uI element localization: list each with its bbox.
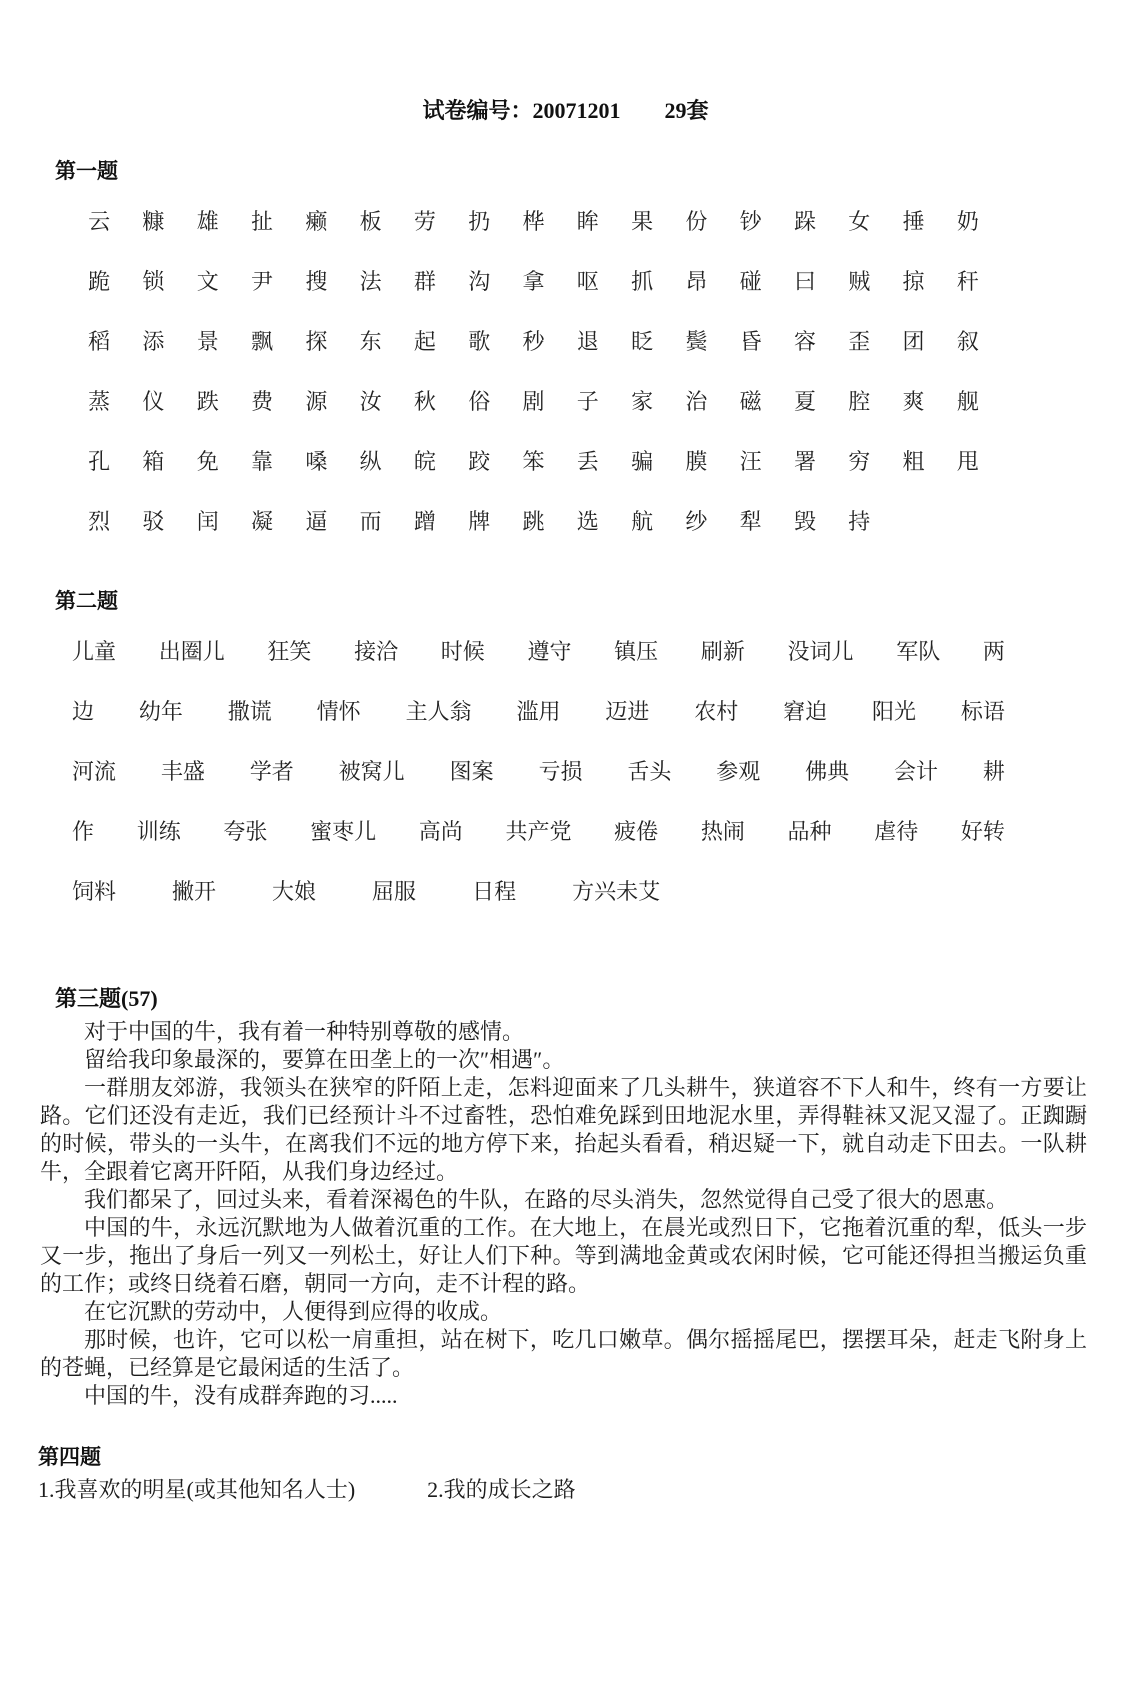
char-row-line [72, 190, 995, 250]
character-cell: 粗 [902, 448, 925, 474]
passage-paragraph: 对于中国的牛，我有着一种特别尊敬的感情。 [84, 1019, 525, 1044]
word-cell: 没词儿 [787, 638, 854, 664]
word-row-line [72, 740, 1005, 800]
character-cell: 容 [793, 328, 816, 354]
word-row-line [72, 860, 1005, 920]
word-cell: 儿童 [72, 638, 117, 664]
word-cell: 主人翁 [405, 698, 472, 724]
character-cell: 剧 [522, 388, 545, 414]
passage-paragraph: 在它沉默的劳动中，人便得到应得的收成。 [84, 1299, 503, 1324]
word-cell: 日程 [472, 878, 517, 904]
character-cell: 云 [88, 208, 111, 234]
word-cell: 两 [982, 638, 1005, 664]
character-cell: 跪 [88, 268, 111, 294]
word-grid [72, 620, 1005, 920]
character-cell: 搜 [305, 268, 328, 294]
word-cell: 幼年 [138, 698, 183, 724]
character-cell: 蹭 [413, 508, 436, 534]
character-cell: 皖 [413, 448, 436, 474]
character-cell: 腔 [848, 388, 871, 414]
character-cell: 文 [196, 268, 219, 294]
passage-paragraph: 留给我印象最深的，要算在田垄上的一次″相遇″。 [84, 1047, 565, 1072]
character-cell: 纵 [359, 448, 382, 474]
character-cell: 牌 [468, 508, 491, 534]
character-cell: 穷 [848, 448, 871, 474]
word-cell: 耕 [982, 758, 1005, 784]
character-cell: 沟 [468, 268, 491, 294]
character-cell: 汝 [359, 388, 382, 414]
word-cell: 时候 [440, 638, 485, 664]
character-cell: 而 [359, 508, 382, 534]
character-cell: 治 [685, 388, 708, 414]
section-2 [0, 588, 1131, 920]
character-cell: 扔 [468, 208, 491, 234]
passage-paragraph: 中国的牛，没有成群奔跑的习..... [84, 1383, 398, 1408]
character-cell: 甩 [956, 448, 979, 474]
page-title: 试卷编号：20071201 29套 [422, 98, 709, 123]
character-cell: 抓 [631, 268, 654, 294]
character-cell: 飘 [251, 328, 274, 354]
char-row-line [72, 370, 995, 430]
character-cell: 东 [359, 328, 382, 354]
character-cell: 叙 [956, 328, 979, 354]
character-cell: 昏 [739, 328, 762, 354]
character-cell: 劳 [413, 208, 436, 234]
word-cell: 高尚 [418, 818, 463, 844]
char-row-line [72, 490, 995, 550]
character-cell: 源 [305, 388, 328, 414]
word-cell: 撒谎 [227, 698, 272, 724]
section3-heading: 第三题(57) [55, 986, 158, 1011]
character-cell: 舰 [956, 388, 979, 414]
word-cell: 刷新 [700, 638, 745, 664]
word-cell: 饲料 [72, 878, 117, 904]
character-cell: 桦 [522, 208, 545, 234]
word-cell: 镇压 [614, 638, 659, 664]
word-cell: 虐待 [874, 818, 919, 844]
character-cell: 份 [685, 208, 708, 234]
word-cell: 作 [72, 818, 95, 844]
character-cell: 贼 [848, 268, 871, 294]
word-cell: 佛典 [805, 758, 850, 784]
section-3 [0, 984, 1131, 1410]
character-cell: 捶 [902, 208, 925, 234]
word-cell: 军队 [896, 638, 941, 664]
word-cell: 学者 [249, 758, 294, 784]
character-cell: 稻 [88, 328, 111, 354]
character-cell: 女 [848, 208, 871, 234]
character-cell: 果 [631, 208, 654, 234]
character-cell: 持 [848, 508, 871, 534]
word-cell: 大娘 [272, 878, 317, 904]
character-cell: 闰 [196, 508, 219, 534]
character-cell: 仪 [142, 388, 165, 414]
word-row-line [72, 620, 1005, 680]
word-cell: 撇开 [172, 878, 217, 904]
character-cell: 膜 [685, 448, 708, 474]
character-cell: 爽 [902, 388, 925, 414]
word-cell: 会计 [894, 758, 939, 784]
character-cell: 鬓 [685, 328, 708, 354]
character-cell: 起 [413, 328, 436, 354]
character-cell: 景 [196, 328, 219, 354]
character-cell: 丢 [576, 448, 599, 474]
character-cell: 磁 [739, 388, 762, 414]
character-cell: 嗓 [305, 448, 328, 474]
character-cell: 免 [196, 448, 219, 474]
char-row-line [72, 430, 995, 490]
character-cell: 扯 [251, 208, 274, 234]
character-cell: 昂 [685, 268, 708, 294]
character-cell: 跤 [468, 448, 491, 474]
character-cell: 探 [305, 328, 328, 354]
section1-heading: 第一题 [55, 159, 118, 183]
word-row-line [72, 680, 1005, 740]
word-cell: 参观 [716, 758, 761, 784]
character-cell: 航 [631, 508, 654, 534]
word-cell: 热闹 [700, 818, 745, 844]
character-cell: 钞 [739, 208, 762, 234]
character-cell: 笨 [522, 448, 545, 474]
word-cell: 图案 [449, 758, 494, 784]
word-cell: 标语 [960, 698, 1005, 724]
word-cell: 遵守 [527, 638, 572, 664]
word-cell: 蜜枣儿 [310, 818, 377, 844]
character-cell: 凝 [251, 508, 274, 534]
passage-paragraph: 我们都呆了，回过头来，看着深褐色的牛队，在路的尽头消失，忽然觉得自己受了很大的恩惠。 [84, 1187, 1009, 1212]
word-row-line [72, 800, 1005, 860]
character-grid [72, 190, 995, 550]
word-cell: 夸张 [223, 818, 268, 844]
character-cell: 歪 [848, 328, 871, 354]
character-cell: 夏 [793, 388, 816, 414]
reading-passage [40, 1018, 1087, 1410]
word-cell: 亏损 [538, 758, 583, 784]
character-cell: 退 [576, 328, 599, 354]
character-cell: 汪 [739, 448, 762, 474]
section-4 [0, 1444, 1131, 1504]
character-cell: 犁 [739, 508, 762, 534]
character-cell: 俗 [468, 388, 491, 414]
character-cell: 署 [793, 448, 816, 474]
word-cell: 阳光 [872, 698, 917, 724]
character-cell: 眨 [631, 328, 654, 354]
word-cell: 丰盛 [160, 758, 205, 784]
word-cell: 农村 [694, 698, 739, 724]
word-cell: 滥用 [516, 698, 561, 724]
word-cell: 被窝儿 [338, 758, 405, 784]
character-cell: 蒸 [88, 388, 111, 414]
character-cell: 奶 [956, 208, 979, 234]
character-cell: 糠 [142, 208, 165, 234]
passage-paragraph: 一群朋友郊游，我领头在狭窄的阡陌上走，怎料迎面来了几头耕牛，狭道容不下人和牛，终有一方要让路。它们还没有走近，我们已经预计斗不过畜牲，恐怕难免踩到田地泥水里，弄得鞋袜又泥又湿了。正踟蹰的时候，带头的一头牛，在离我们不远的地方停下来，抬起头看看，稍迟疑一下，就自动走下田去。一队耕牛，全跟着它离开阡陌，从我们身边经过。 [40, 1075, 1087, 1184]
section-1 [0, 158, 1131, 550]
essay-topics [38, 1476, 1131, 1504]
character-cell: 费 [251, 388, 274, 414]
character-cell: 纱 [685, 508, 708, 534]
word-cell: 方兴未艾 [572, 878, 661, 904]
character-cell: 烈 [88, 508, 111, 534]
character-cell: 毁 [793, 508, 816, 534]
word-cell: 品种 [787, 818, 832, 844]
word-cell: 情怀 [316, 698, 361, 724]
character-cell: 歌 [468, 328, 491, 354]
character-cell: 跳 [522, 508, 545, 534]
character-cell: 秆 [956, 268, 979, 294]
word-cell: 训练 [136, 818, 181, 844]
character-cell: 骗 [631, 448, 654, 474]
word-cell: 狂笑 [267, 638, 312, 664]
word-cell: 接洽 [354, 638, 399, 664]
character-cell: 驳 [142, 508, 165, 534]
essay-topic-2: 2.我的成长之路 [427, 1477, 576, 1502]
character-cell: 靠 [251, 448, 274, 474]
word-cell: 疲倦 [614, 818, 659, 844]
character-cell: 板 [359, 208, 382, 234]
word-cell: 出圈儿 [158, 638, 225, 664]
character-cell: 秒 [522, 328, 545, 354]
word-cell: 舌头 [627, 758, 672, 784]
section2-heading: 第二题 [55, 589, 118, 613]
word-cell: 好转 [960, 818, 1005, 844]
exam-page [0, 96, 1131, 1696]
passage-paragraph: 那时候，也许，它可以松一肩重担，站在树下，吃几口嫩草。偶尔摇摇尾巴，摆摆耳朵，赶走飞附身上的苍蝇，已经算是它最闲适的生活了。 [40, 1327, 1087, 1380]
character-cell: 秋 [413, 388, 436, 414]
character-cell: 子 [576, 388, 599, 414]
character-cell: 掠 [902, 268, 925, 294]
character-cell: 曰 [793, 268, 816, 294]
character-cell: 拿 [522, 268, 545, 294]
character-cell: 跌 [196, 388, 219, 414]
character-cell: 癞 [305, 208, 328, 234]
word-cell: 边 [72, 698, 95, 724]
character-cell: 法 [359, 268, 382, 294]
character-cell: 团 [902, 328, 925, 354]
character-cell: 添 [142, 328, 165, 354]
character-cell: 群 [413, 268, 436, 294]
essay-topic-1: 1.我喜欢的明星(或其他知名人士) [38, 1477, 356, 1502]
character-cell: 锁 [142, 268, 165, 294]
character-cell: 眸 [576, 208, 599, 234]
char-row-line [72, 250, 995, 310]
character-cell: 雄 [196, 208, 219, 234]
character-cell: 逼 [305, 508, 328, 534]
char-row-line [72, 310, 995, 370]
character-cell: 家 [631, 388, 654, 414]
word-cell: 河流 [72, 758, 117, 784]
passage-paragraph: 中国的牛，永远沉默地为人做着沉重的工作。在大地上，在晨光或烈日下，它拖着沉重的犁，低头一步又一步，拖出了身后一列又一列松土，好让人们下种。等到满地金黄或农闲时候，它可能还得担当搬运负重的工作；或终日绕着石磨，朝同一方向，走不计程的路。 [40, 1215, 1087, 1296]
word-cell: 迈进 [605, 698, 650, 724]
character-cell: 孔 [88, 448, 111, 474]
character-cell: 呕 [576, 268, 599, 294]
word-cell: 共产党 [505, 818, 572, 844]
word-cell: 屈服 [372, 878, 417, 904]
character-cell: 选 [576, 508, 599, 534]
character-cell: 碰 [739, 268, 762, 294]
character-cell: 尹 [251, 268, 274, 294]
character-cell: 箱 [142, 448, 165, 474]
section4-heading: 第四题 [38, 1445, 101, 1469]
word-cell: 窘迫 [783, 698, 828, 724]
character-cell: 跺 [793, 208, 816, 234]
